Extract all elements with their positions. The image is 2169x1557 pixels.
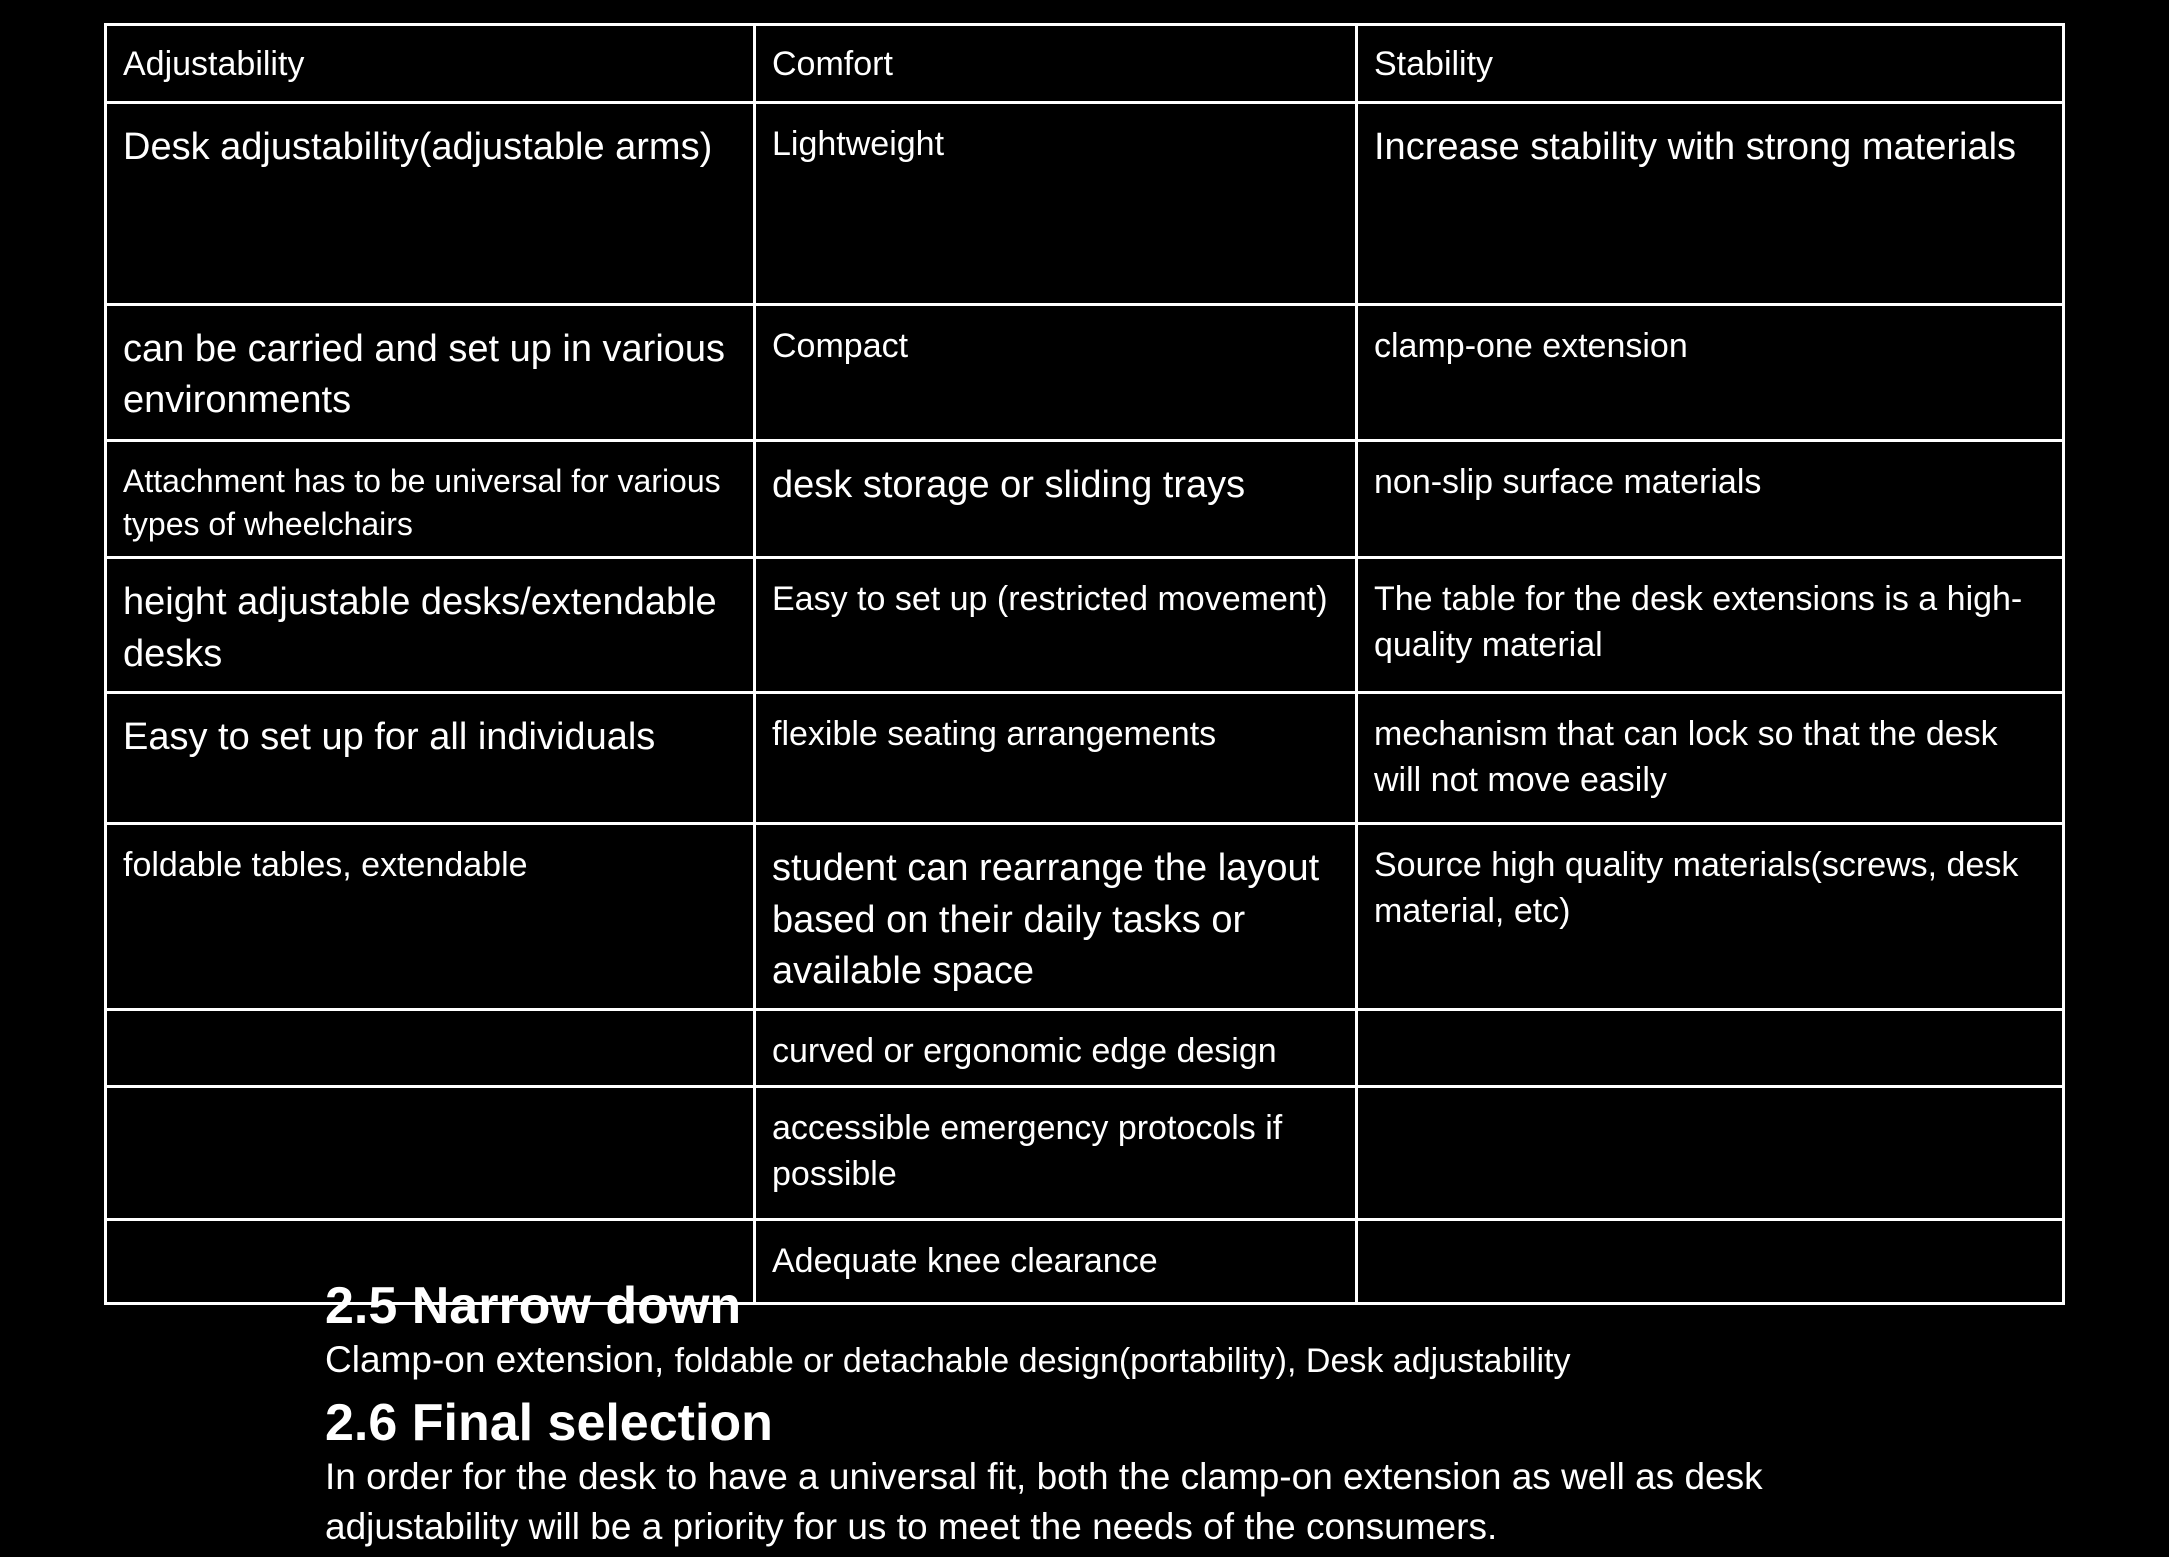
header-stability: Stability: [1357, 25, 2064, 103]
criteria-table: [104, 23, 2065, 1305]
table-cell: Source high quality materials(screws, desk material, etc): [1357, 824, 2064, 1010]
narrow-down-text-part2: foldable or detachable design(portability), Desk adjustability: [674, 1342, 1571, 1381]
table-row: [106, 1087, 2064, 1220]
table-cell: non-slip surface materials: [1357, 441, 2064, 558]
table-cell: mechanism that can lock so that the desk will not move easily: [1357, 693, 2064, 824]
table-cell: [106, 1010, 755, 1087]
table-cell: flexible seating arrangements: [755, 693, 1357, 824]
table-row: [106, 824, 2064, 1010]
table-cell: [1357, 1010, 2064, 1087]
table-cell: [106, 1087, 755, 1220]
table-row: [106, 103, 2064, 305]
header-comfort: Comfort: [755, 25, 1357, 103]
narrow-down-text-part1: Clamp-on extension,: [325, 1339, 675, 1381]
narrow-down-section: [325, 1278, 1570, 1385]
table-row: [106, 1010, 2064, 1087]
table-cell: Easy to set up (restricted movement): [755, 558, 1357, 693]
table-cell: [1357, 1087, 2064, 1220]
table-cell: Desk adjustability(adjustable arms): [106, 103, 755, 305]
table-cell: clamp-one extension: [1357, 305, 2064, 441]
table-row: [106, 693, 2064, 824]
final-selection-heading: 2.6 Final selection: [325, 1394, 773, 1452]
table-cell: student can rearrange the layout based on their daily tasks or available space: [755, 824, 1357, 1010]
table-cell: Compact: [755, 305, 1357, 441]
final-selection-section: [325, 1395, 1825, 1552]
table-cell: Attachment has to be universal for various types of wheelchairs: [106, 441, 755, 558]
narrow-down-text: [325, 1335, 1570, 1385]
narrow-down-heading: 2.5 Narrow down: [325, 1277, 742, 1335]
table-row: [106, 558, 2064, 693]
table-cell: Lightweight: [755, 103, 1357, 305]
table-cell: curved or ergonomic edge design: [755, 1010, 1357, 1087]
table-cell: can be carried and set up in various environments: [106, 305, 755, 441]
table-header-row: [106, 25, 2064, 103]
table-cell: The table for the desk extensions is a high-quality material: [1357, 558, 2064, 693]
table-cell: height adjustable desks/extendable desks: [106, 558, 755, 693]
table-cell: Increase stability with strong materials: [1357, 103, 2064, 305]
table-cell: desk storage or sliding trays: [755, 441, 1357, 558]
table-cell: Easy to set up for all individuals: [106, 693, 755, 824]
header-adjustability: Adjustability: [106, 25, 755, 103]
table-cell: Adequate knee clearance: [755, 1220, 1357, 1304]
table-cell: accessible emergency protocols if possible: [755, 1087, 1357, 1220]
table-cell: foldable tables, extendable: [106, 824, 755, 1010]
table-row: [106, 305, 2064, 441]
table-row: [106, 441, 2064, 558]
final-selection-text: In order for the desk to have a universal fit, both the clamp-on extension as well as desk adjustability will be a priority for us to meet the needs of the consumers.: [325, 1456, 1763, 1548]
